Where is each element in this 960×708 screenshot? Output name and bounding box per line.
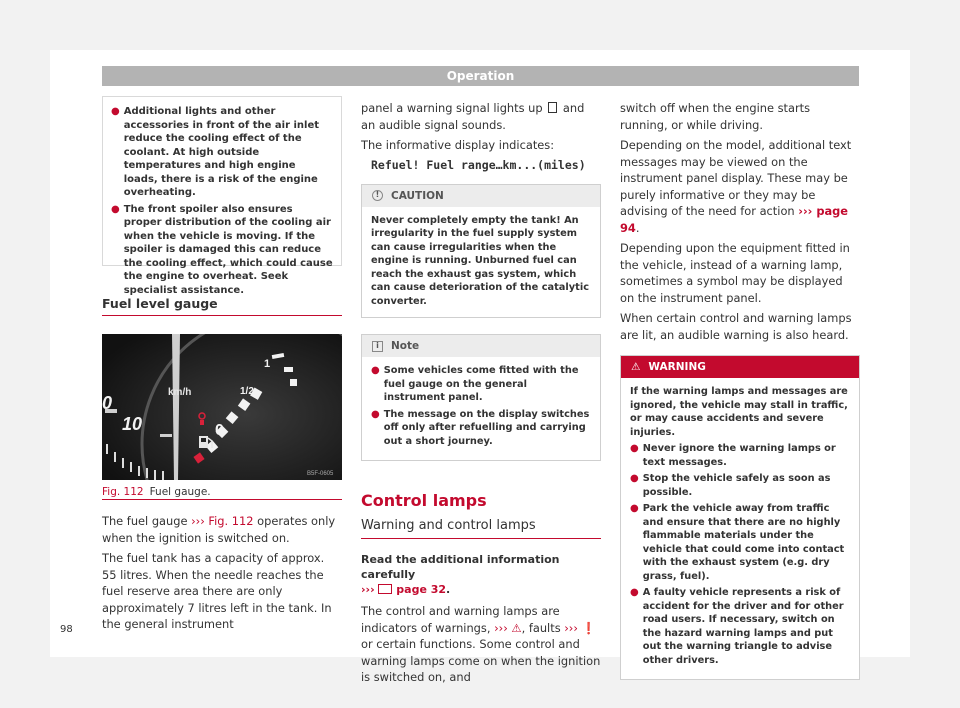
caution-box bbox=[361, 184, 601, 319]
bullet-icon: ● bbox=[630, 443, 639, 454]
column-2 bbox=[361, 96, 601, 686]
gauge-unit-label: km/h bbox=[168, 387, 192, 398]
warning-body: If the warning lamps and messages are ignored, the vehicle may stall in traffic, or may cause accidents and severe injuries. ● Never ignore the warning lamps or text messages. ● Stop the vehicle safely as soon as possible. ● Park the vehicle away from traffic and ensure that there are no highly flammable materials under the vehicle that could come into contact with the exhaust system (e.g. dry grass, fuel). ● A faulty vehicle represents a risk of accident for the driver and for other road users. If necessary, switch on the hazard warning lamps and put out the warning triangle to advise other drivers. bbox=[621, 378, 859, 679]
fuel-level-gauge-title: Fuel level gauge bbox=[102, 296, 342, 316]
warning-bullet: ● Stop the vehicle safely as soon as possible. bbox=[630, 473, 831, 498]
warning-continuation-box bbox=[102, 96, 342, 296]
warning-control-lamps-subtitle: Warning and control lamps bbox=[361, 518, 601, 539]
bullet-icon: ● bbox=[371, 365, 380, 376]
warning-bullet: ● Never ignore the warning lamps or text messages. bbox=[630, 443, 836, 468]
paragraph: Depending upon the equipment fitted in the vehicle, instead of a warning lamp, sometimes a symbol may be displayed on the instrument panel. bbox=[620, 241, 850, 305]
bullet-icon: ● bbox=[111, 106, 120, 117]
book-icon bbox=[378, 584, 392, 594]
column-1 bbox=[102, 96, 342, 633]
gauge-empty-label: 0 bbox=[215, 422, 224, 439]
warning-bullet: ● A faulty vehicle represents a risk of accident for the driver and for other road users. If necessary, switch on the hazard warning lamps and put out the warning triangle to advise other drivers. bbox=[630, 587, 844, 666]
gauge-speed-10: 10 bbox=[122, 414, 143, 434]
gauge-speed-0: 0 bbox=[102, 393, 113, 413]
bullet-icon: ● bbox=[630, 587, 639, 598]
paragraph: The fuel gauge ››› Fig. 112 operates only when the ignition is switched on. bbox=[102, 514, 336, 545]
note-body bbox=[362, 357, 600, 460]
warning-triangle-icon: ⚠ bbox=[507, 620, 522, 635]
warning-box bbox=[620, 355, 860, 680]
read-more: Read the additional information carefully ››› page 32. bbox=[361, 553, 560, 596]
paragraph: Depending on the model, additional text messages may be viewed on the instrument panel display. These may be purely informative or they may be advising of the need for action ››› page 94. bbox=[620, 138, 852, 235]
warning-triangle-icon: ⚠ bbox=[631, 361, 641, 373]
warning-bullet: ● Additional lights and other accessories in front of the air inlet reduce the cooling effect of the coolant. At high outside temperatures and high engine loads, there is a risk of the engine overheating. bbox=[111, 106, 320, 198]
warning-bullet: ● Park the vehicle away from traffic and ensure that there are no highly flammable materials under the vehicle that could come into contact with the exhaust system (e.g. dry grass, fuel). bbox=[630, 503, 845, 582]
bullet-icon: ● bbox=[111, 203, 120, 215]
note-header: i Note bbox=[362, 335, 600, 357]
paragraph: When certain control and warning lamps are lit, an audible warning is also heard. bbox=[620, 311, 852, 342]
note-box bbox=[361, 334, 601, 461]
caution-header: ! CAUTION bbox=[362, 185, 600, 207]
display-message: Refuel! Fuel range…km...(miles) bbox=[371, 157, 586, 172]
control-lamps-title: Control lamps bbox=[361, 491, 487, 510]
paragraph: The informative display indicates: bbox=[361, 138, 555, 152]
fuel-gauge-figure bbox=[102, 334, 342, 480]
caution-body: Never completely empty the tank! An irregularity in the fuel supply system can cause irregularities when the engine is running. Unburned fuel can reach the exhaust gas system, which can cause deterioration of the catalytic converter. bbox=[371, 214, 590, 307]
bullet-icon: ● bbox=[371, 408, 380, 420]
figure-code: B5F-0605 bbox=[307, 471, 334, 477]
page-link[interactable]: page 32 bbox=[392, 583, 447, 596]
note-icon: i bbox=[372, 341, 383, 352]
gauge-full-label: 1 bbox=[264, 358, 271, 370]
fault-icon: ❗ bbox=[577, 620, 596, 635]
fuel-pump-icon bbox=[548, 102, 557, 113]
figure-link[interactable]: ››› Fig. 112 bbox=[191, 514, 254, 528]
fuel-gauge-illustration bbox=[102, 334, 342, 480]
section-header: Operation bbox=[102, 66, 859, 86]
gauge-half-label: 1/2 bbox=[240, 386, 254, 397]
figure-caption: Fig. 112 Fuel gauge. bbox=[102, 480, 342, 500]
warning-header: ⚠ WARNING bbox=[621, 356, 859, 378]
note-bullet: ● Some vehicles come fitted with the fuel gauge on the general instrument panel. bbox=[371, 365, 579, 403]
bullet-icon: ● bbox=[630, 473, 639, 484]
page-number: 98 bbox=[60, 624, 73, 635]
paragraph: switch off when the engine starts running, or while driving. bbox=[620, 101, 811, 132]
paragraph: The control and warning lamps are indicators of warnings, ››› ⚠, faults ››› ❗ or certain functions. Some control and warning lamps come on when the ignition is switched on, and bbox=[361, 604, 601, 684]
column-3 bbox=[620, 96, 860, 680]
note-bullet: ● The message on the display switches off only after refuelling and carrying out a short journey. bbox=[371, 408, 590, 447]
paragraph: The fuel tank has a capacity of approx. 55 litres. When the needle reaches the fuel reserve area there are only approximately 7 litres left in the tank. In the general instrument bbox=[102, 551, 332, 631]
warning-bullet: ● The front spoiler also ensures proper distribution of the cooling air when the vehicle is moving. If the spoiler is damaged this can reduce the cooling effect, which could cause the engine to overheat. Seek specialist assistance. bbox=[111, 203, 333, 296]
paragraph: panel a warning signal lights up and an audible signal sounds. bbox=[361, 101, 585, 132]
caution-icon: ! bbox=[372, 190, 383, 201]
page-link[interactable]: ››› page 94 bbox=[620, 204, 849, 235]
bullet-icon: ● bbox=[630, 503, 639, 514]
